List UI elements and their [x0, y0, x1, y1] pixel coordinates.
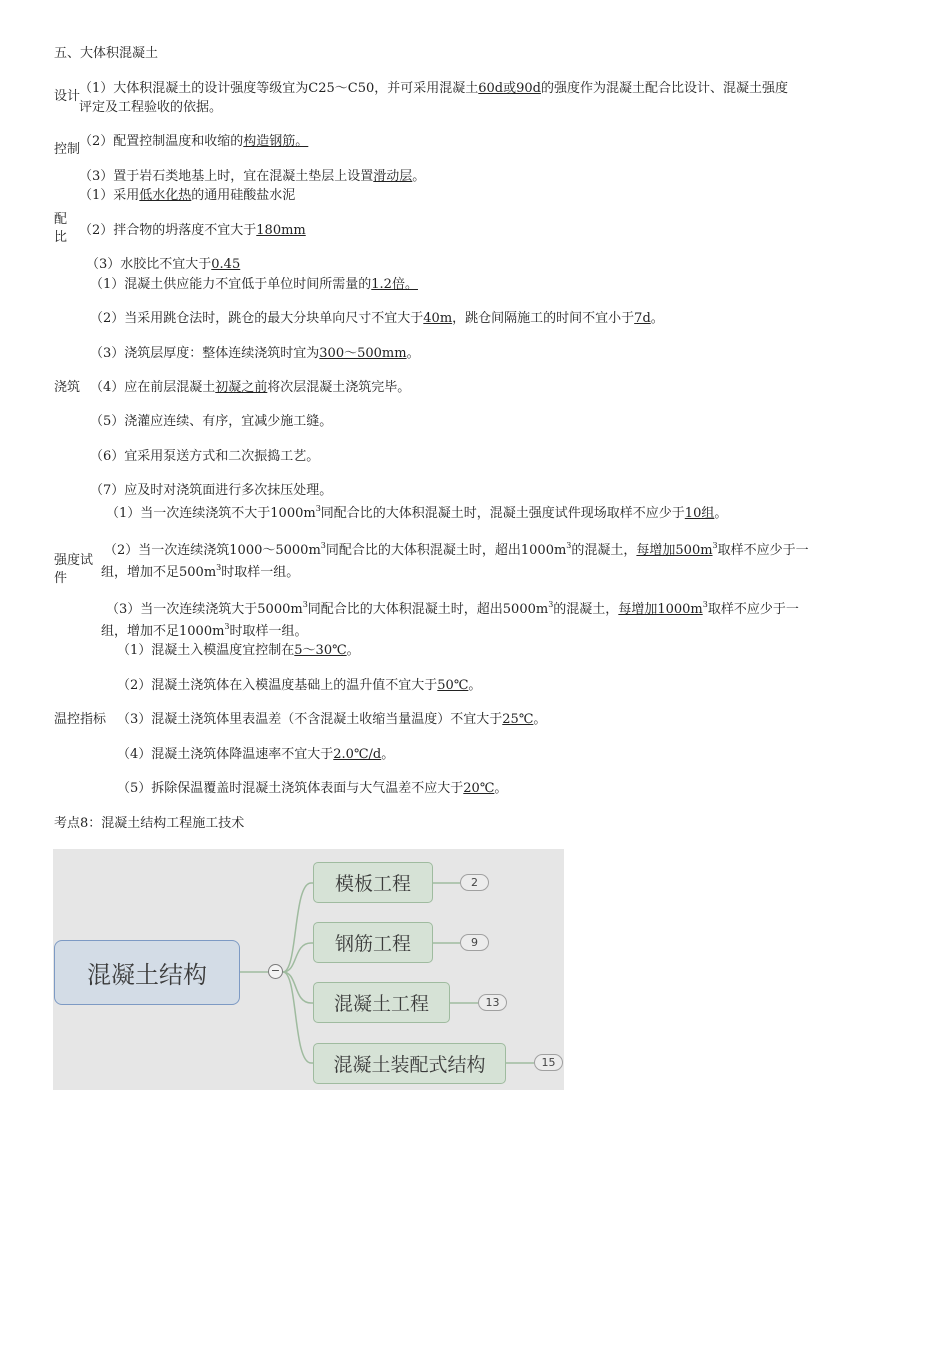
pour-label: 浇筑 [54, 380, 81, 395]
temp-label: 温控指标 [54, 712, 107, 727]
design-label-bottom: 控制 [54, 142, 81, 157]
temp-item-5: （5）拆除保温覆盖时混凝土浇筑体表面与大气温差不应大于20℃。 [117, 781, 508, 796]
mix-item-2: （2）拌合物的坍落度不宜大于180mm [79, 223, 306, 238]
pour-item-7: （7）应及时对浇筑面进行多次抹压处理。 [90, 483, 333, 498]
mindmap-count-badge[interactable]: 2 [460, 874, 489, 891]
strength-item-2: （2）当一次连续浇筑$1000\sim 5000m^3$同配合比的大体积混凝土时，超出$1000m^3$的混凝土，每增加$500m^3$取样不应少于一 [104, 541, 809, 558]
pour-item-3: （3）浇筑层厚度：整体连续浇筑时宜为300～500mm。 [90, 346, 420, 361]
pour-item-6: （6）宜采用泵送方式和二次振捣工艺。 [90, 449, 320, 464]
mindmap-root[interactable]: 混凝土结构 [54, 940, 240, 1005]
design-label-top: 设计 [54, 89, 81, 104]
temp-item-1: （1）混凝土入模温度宜控制在5～30℃。 [117, 643, 360, 658]
strength-label: 强度试件 [54, 553, 94, 586]
mindmap-node-concrete[interactable]: 混凝土工程 [313, 982, 450, 1023]
mix-item-3: （3）水胶比不宜大于0.45 [86, 257, 241, 272]
temp-item-4: （4）混凝土浇筑体降温速率不宜大于2.0℃/d。 [117, 747, 395, 762]
design-item-1: （1）大体积混凝土的设计强度等级宜为C25～C50，并可采用混凝土60d或90d的强度作为混凝土配合比设计、混凝土强度 [79, 81, 788, 96]
mindmap [53, 849, 564, 1090]
strength-item-2-cont: 组，增加不足$500m^3$时取样一组。 [101, 563, 300, 580]
mindmap-node-formwork[interactable]: 模板工程 [313, 862, 433, 903]
pour-item-5: （5）浇灌应连续、有序，宜减少施工缝。 [90, 414, 333, 429]
pour-item-1: （1）混凝土供应能力不宜低于单位时间所需量的1.2倍。 [90, 277, 418, 292]
collapse-toggle[interactable]: − [268, 964, 283, 979]
pour-item-2: （2）当采用跳仓法时，跳仓的最大分块单向尺寸不宜大于40m，跳仓间隔施工的时间不宜小于7d。 [90, 311, 664, 326]
strength-item-3: （3）当一次连续浇筑大于$5000m^3$同配合比的大体积混凝土时，超出$5000m^3$的混凝土，每增加$1000m^3$取样不应少于一 [106, 600, 799, 617]
mix-label: 配比 [54, 212, 68, 245]
mindmap-count-badge[interactable]: 9 [460, 934, 489, 951]
mindmap-node-rebar[interactable]: 钢筋工程 [313, 922, 433, 963]
pour-item-4: （4）应在前层混凝土初凝之前将次层混凝土浇筑完毕。 [90, 380, 411, 395]
temp-item-3: （3）混凝土浇筑体里表温差（不含混凝土收缩当量温度）不宜大于25℃。 [117, 712, 547, 727]
temp-item-2: （2）混凝土浇筑体在入模温度基础上的温升值不宜大于50℃。 [117, 678, 482, 693]
mix-item-1: （1）采用低水化热的通用硅酸盐水泥 [79, 188, 296, 203]
strength-item-1: （1）当一次连续浇筑不大于$1000m^3$同配合比的大体积混凝土时，混凝土强度试件现场取样不应少于10组。 [106, 504, 728, 521]
design-item-1-cont: 评定及工程验收的依据。 [79, 100, 223, 115]
strength-item-3-cont: 组，增加不足$1000m^3$时取样一组。 [101, 622, 308, 639]
design-item-3: （3）置于岩石类地基上时，宜在混凝土垫层上设置滑动层。 [79, 169, 426, 184]
section-title: 五、大体积混凝土 [54, 46, 159, 61]
mindmap-count-badge[interactable]: 15 [534, 1054, 563, 1071]
design-item-2: （2）配置控制温度和收缩的构造钢筋。 [79, 134, 309, 149]
kaodian-title: 考点8：混凝土结构工程施工技术 [54, 816, 245, 831]
mindmap-count-badge[interactable]: 13 [478, 994, 507, 1011]
mindmap-node-prefab[interactable]: 混凝土装配式结构 [313, 1043, 506, 1084]
